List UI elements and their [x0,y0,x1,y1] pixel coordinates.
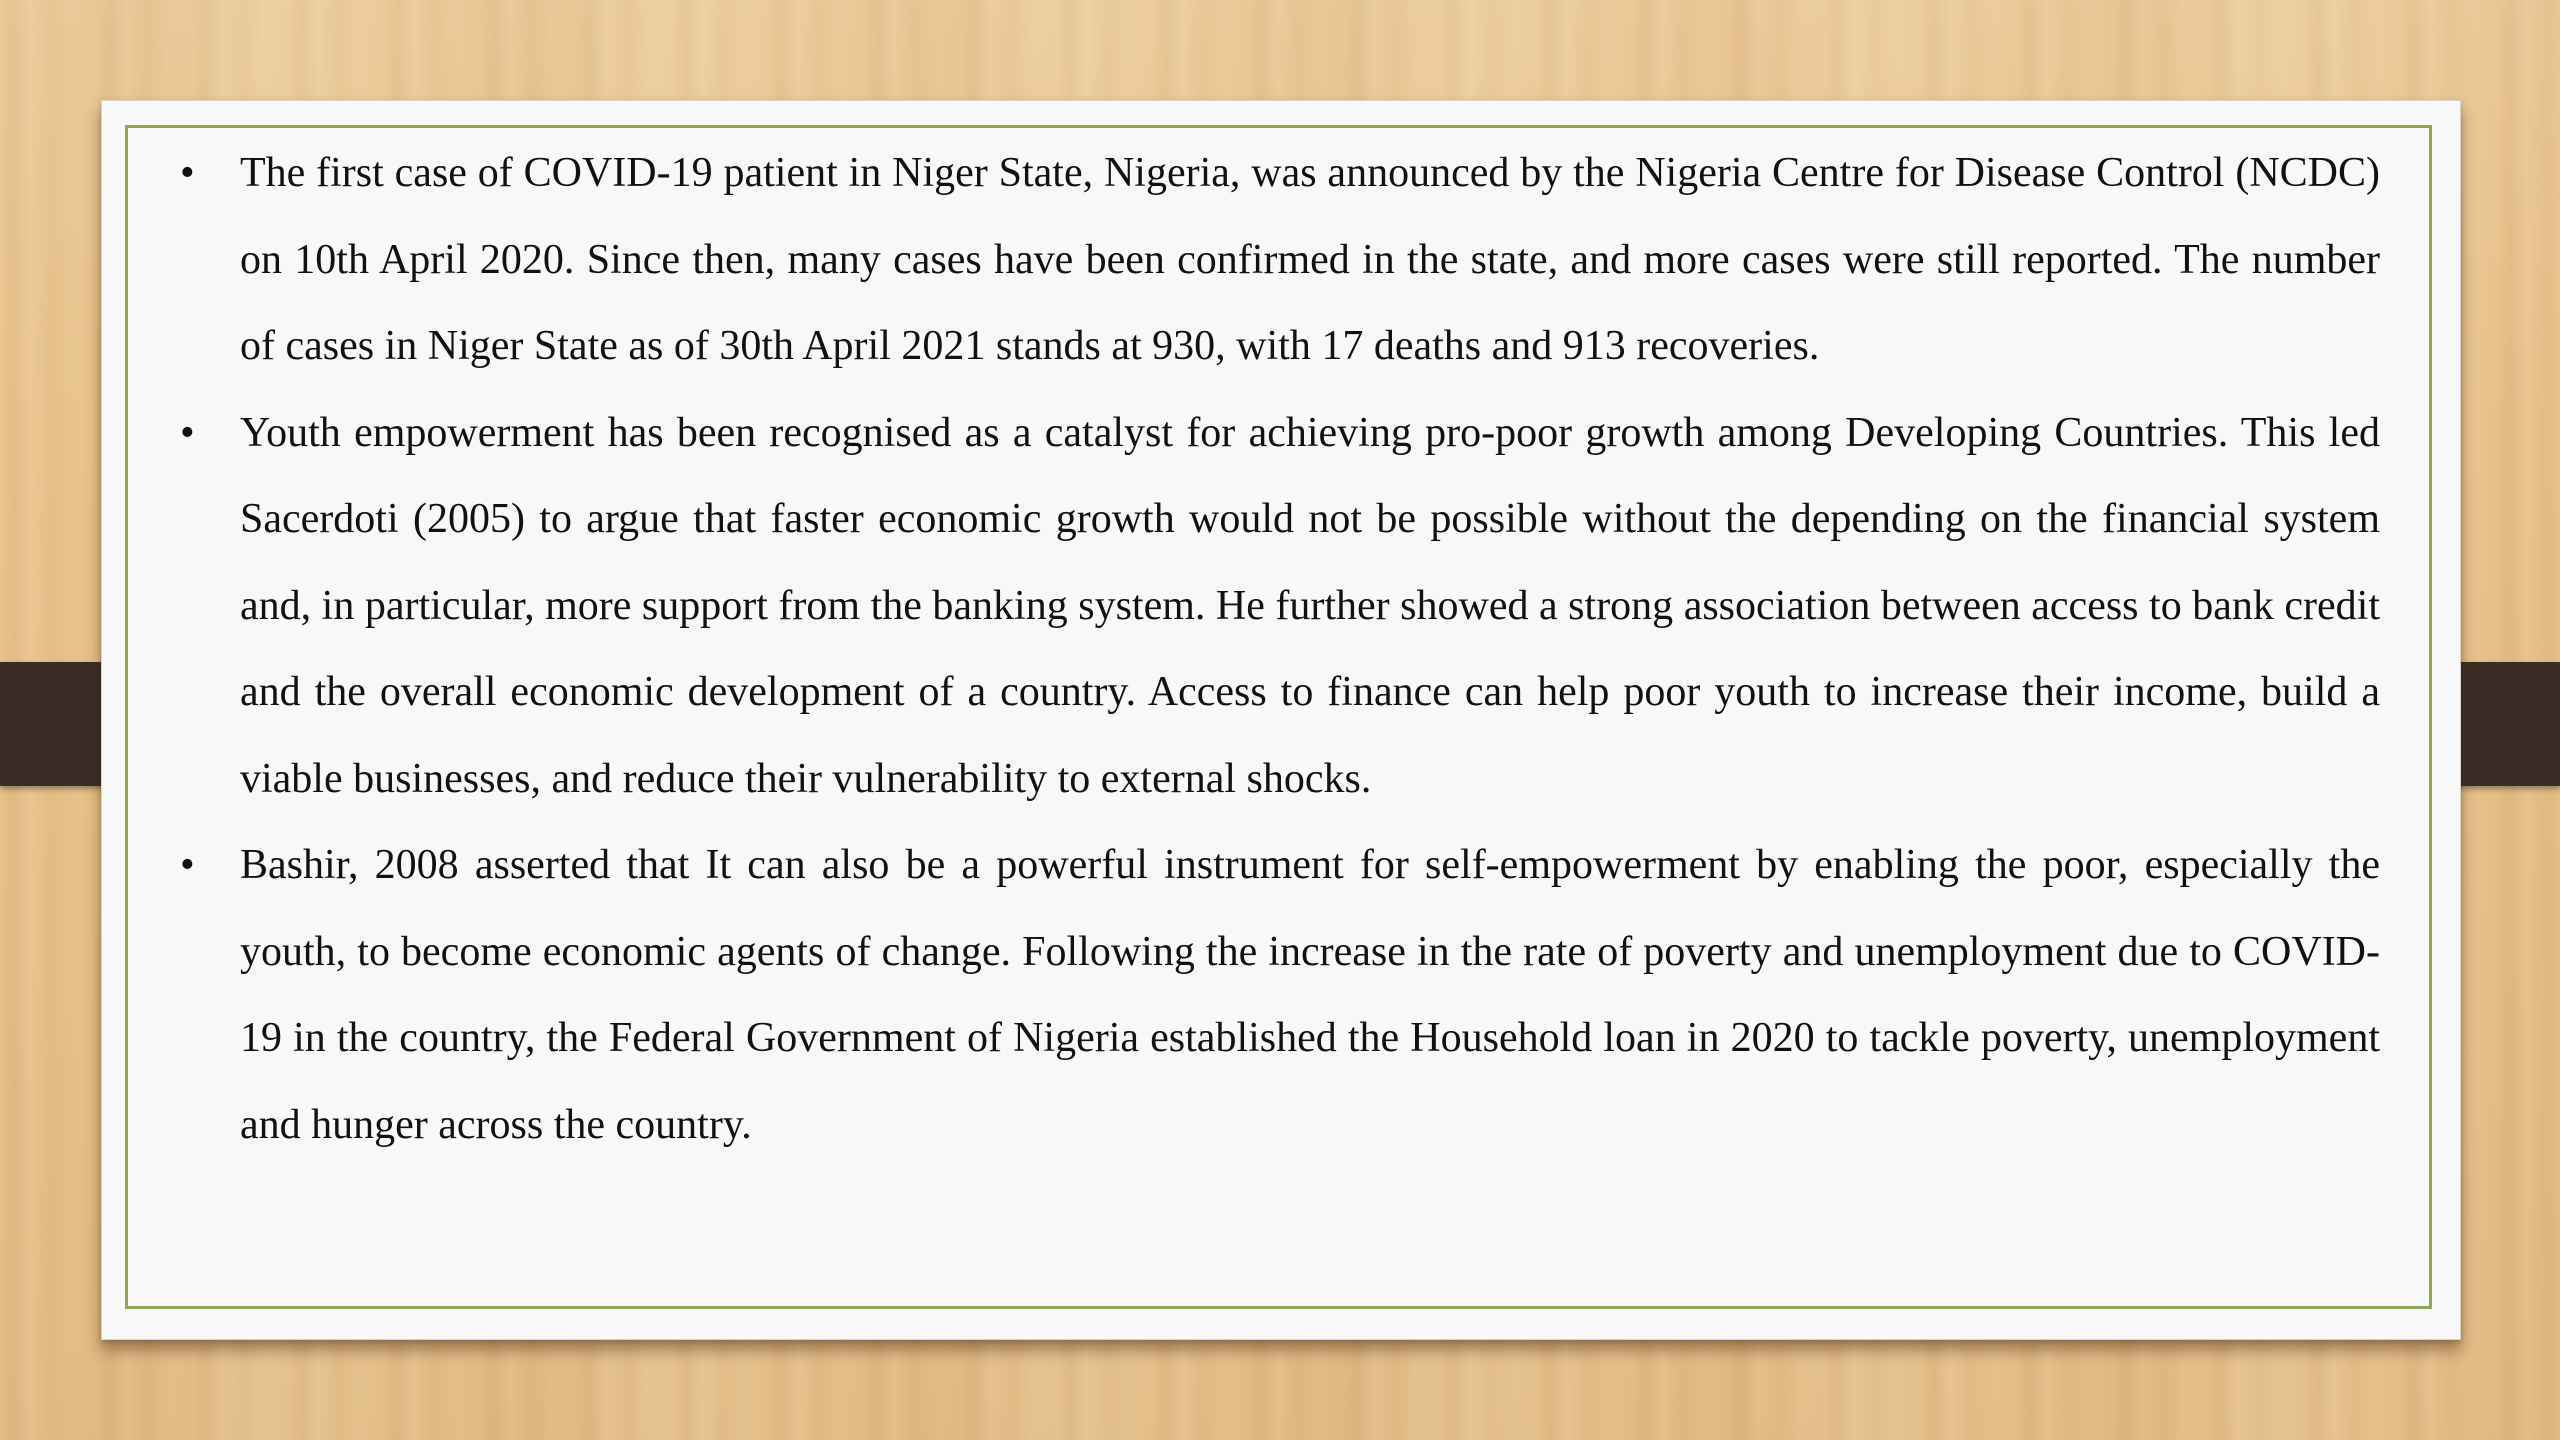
bullet-icon: • [180,409,195,456]
bullet-text: The first case of COVID-19 patient in Niger State, Nigeria, was announced by the Nigeria Centre for Disease Control (NCDC) on 10th April 2020. Since then, many cases have been confirmed in the state, and more cases were still reported. The number of cases in Niger State as of 30th April 2021 stands at 930, with 17 deaths and 913 recoveries. [240,150,2380,369]
bullet-text-continuation: Following the increase in the rate of poverty and unemployment due to COVID-19 in the country, the Federal Government of Nigeria established the Household loan in 2020 to tackle poverty, unemployment and hunger across the country. [240,928,2380,1148]
slide-content [180,130,2380,1168]
bullet-icon: • [180,842,195,888]
bullet-text: Bashir, 2008 asserted that It can also be a powerful instrument for self-empowerment by enabling the poor, especially the youth, to become economic agents of change. [240,842,2380,975]
bullet-list [180,130,2380,1168]
bullet-item-covid-cases [180,130,2380,390]
bullet-item-bashir [180,822,2380,1168]
bullet-text: Youth empowerment has been recognised as a catalyst for achieving pro-poor growth among Developing Countries. This led Sacerdoti (2005) to argue that faster economic growth would not be possible without the depending on the financial system and, in particular, more support from the banking system. He further showed a strong association between access to bank credit and the overall economic development of a country. Access to finance can help poor youth to increase their income, build a viable businesses, and reduce their vulnerability to external shocks. [240,409,2380,802]
bullet-item-youth-empowerment [180,390,2380,823]
bullet-icon: • [180,150,195,196]
